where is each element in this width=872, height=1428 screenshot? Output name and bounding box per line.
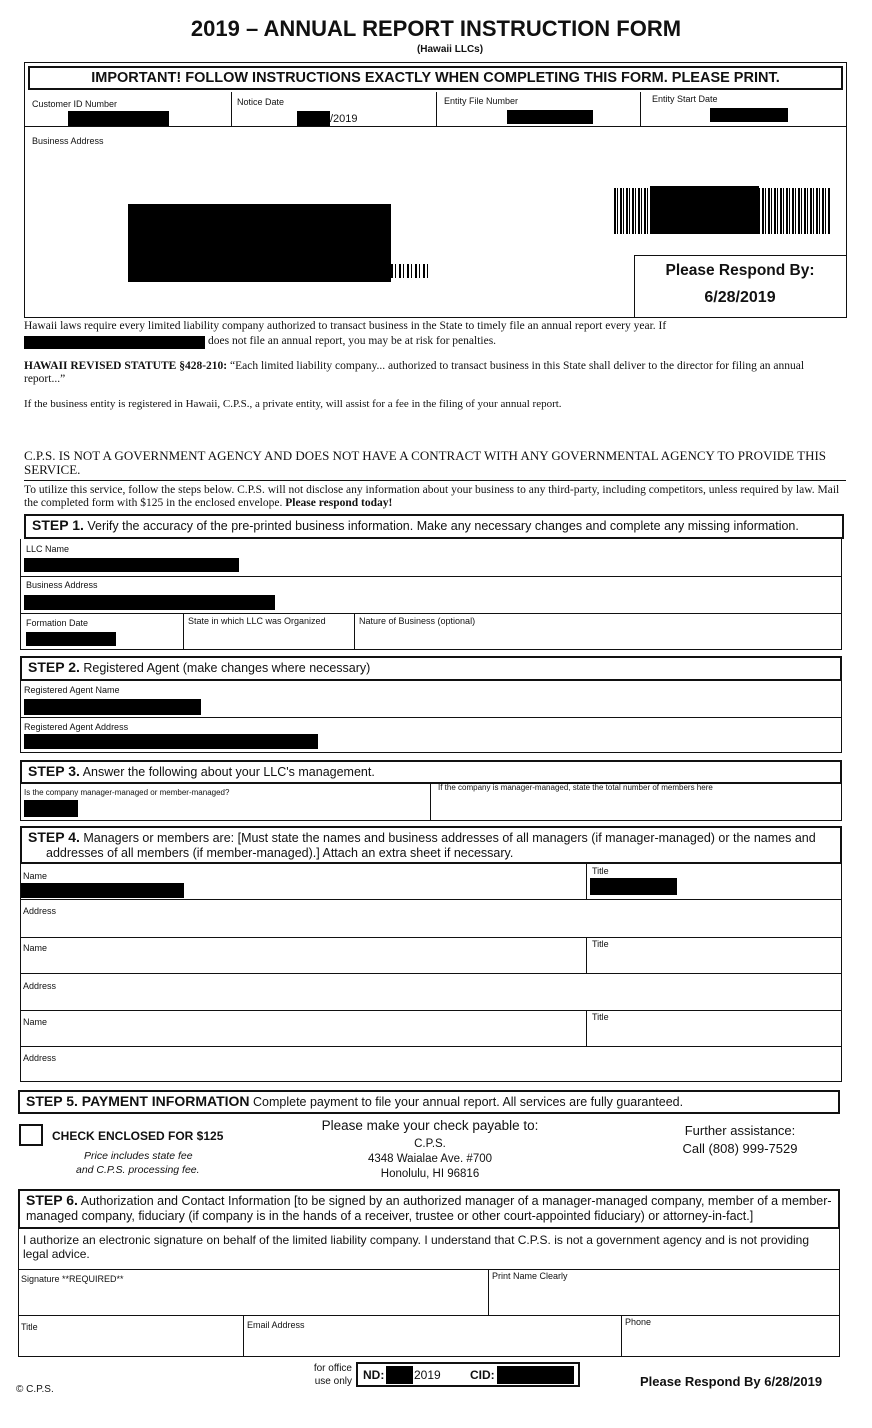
statute-paragraph bbox=[24, 360, 846, 386]
member2-address-label: Address bbox=[23, 981, 57, 991]
step2-header bbox=[20, 656, 842, 681]
barcode-right bbox=[759, 188, 831, 234]
llc-name-label: LLC Name bbox=[26, 544, 70, 554]
check-enclosed-checkbox[interactable] bbox=[19, 1124, 43, 1146]
notice-date-label: Notice Date bbox=[237, 97, 285, 107]
member-count-input[interactable] bbox=[434, 796, 840, 819]
phone-field[interactable] bbox=[623, 1330, 838, 1356]
nd-redaction bbox=[386, 1366, 413, 1384]
print-name-label: Print Name Clearly bbox=[492, 1271, 568, 1281]
member2-title-label: Title bbox=[592, 939, 609, 949]
member-count-label: If the company is manager-managed, state the total number of members here bbox=[438, 783, 713, 792]
member1-address-label: Address bbox=[23, 906, 57, 916]
step1-business-address-label: Business Address bbox=[26, 580, 98, 590]
step1-text: Verify the accuracy of the pre-printed business information. Make any necessary changes and complete any missing information. bbox=[87, 519, 799, 533]
step1-header bbox=[24, 514, 844, 539]
member1-name-redaction bbox=[21, 883, 184, 898]
notice-date-redaction bbox=[297, 111, 330, 126]
statute-label: HAWAII REVISED STATUTE §428-210: bbox=[24, 360, 228, 372]
nd-year: 2019 bbox=[414, 1368, 441, 1382]
payee-address-1: 4348 Waialae Ave. #700 bbox=[367, 1153, 493, 1165]
step5-heading: STEP 5. PAYMENT INFORMATION bbox=[26, 1093, 250, 1109]
agent-address-redaction bbox=[24, 734, 318, 749]
business-address-label: Business Address bbox=[32, 136, 104, 146]
phone-label: Phone bbox=[625, 1317, 652, 1327]
agent-name-label: Registered Agent Name bbox=[24, 685, 120, 695]
step1-heading: STEP 1. bbox=[32, 517, 84, 533]
step1-address-redaction bbox=[24, 595, 275, 610]
customer-id-redaction bbox=[68, 111, 169, 126]
office-use-2: use only bbox=[314, 1376, 352, 1387]
entity-file-redaction bbox=[507, 110, 593, 124]
payee-address-2: Honolulu, HI 96816 bbox=[380, 1168, 480, 1180]
step2-heading: STEP 2. bbox=[28, 659, 80, 675]
agent-address-label: Registered Agent Address bbox=[24, 722, 129, 732]
important-banner-text: IMPORTANT! FOLLOW INSTRUCTIONS EXACTLY WHEN COMPLETING THIS FORM. PLEASE PRINT. bbox=[91, 70, 780, 86]
email-label: Email Address bbox=[247, 1320, 305, 1330]
instructions-text: To utilize this service, follow the steps below. C.P.S. will not disclose any information about your business to any third-party, including competitors, unless required by law. Mail the completed form with $125 in the enclosed envelope. bbox=[24, 484, 840, 509]
postal-barcode bbox=[391, 264, 431, 278]
title-label: Title bbox=[21, 1322, 38, 1332]
statute-text: “Each limited liability company... authorized to transact business in this State shall deliver to the director for filing an annual report...” bbox=[24, 360, 805, 385]
respond-by-label: Please Respond By: bbox=[665, 262, 815, 279]
cid-redaction bbox=[497, 1366, 574, 1384]
step4-heading: STEP 4. bbox=[28, 829, 80, 845]
office-use-1: for office bbox=[313, 1363, 352, 1374]
business-address-redaction bbox=[128, 204, 391, 282]
entity-file-label: Entity File Number bbox=[444, 96, 519, 106]
footer-respond-by: Please Respond By 6/28/2019 bbox=[640, 1374, 823, 1389]
price-note-1: Price includes state fee bbox=[84, 1150, 193, 1162]
step3-header bbox=[20, 760, 842, 784]
notice-date-value: /2019 bbox=[330, 113, 358, 125]
assistance-label: Further assistance: bbox=[684, 1123, 796, 1138]
page-title: 2019 – ANNUAL REPORT INSTRUCTION FORM bbox=[190, 16, 682, 41]
member3-name-label: Name bbox=[23, 1017, 48, 1027]
member3-title-label: Title bbox=[592, 1012, 609, 1022]
print-name-field[interactable] bbox=[490, 1284, 838, 1314]
step6-heading: STEP 6. bbox=[26, 1192, 78, 1208]
management-answer-redaction bbox=[24, 800, 78, 817]
disclaimer-paragraph: C.P.S. IS NOT A GOVERNMENT AGENCY AND DOES NOT HAVE A CONTRACT WITH ANY GOVERNMENTAL AGENCY TO PROVIDE THIS SERVICE. bbox=[24, 448, 827, 477]
formation-date-redaction bbox=[26, 632, 116, 646]
intro-paragraph-2: does not file an annual report, you may be at risk for penalties. bbox=[208, 335, 497, 347]
intro-paragraph bbox=[24, 320, 846, 333]
llc-name-redaction bbox=[24, 558, 239, 572]
step6-text: Authorization and Contact Information [to be signed by an authorized manager of a manager-managed company, member of a member-managed company, fiduciary (if company is in the hands of a receiver, trustee or other court-appointed fiduciary) or attorney-in-fact.] bbox=[26, 1194, 832, 1223]
respond-today: Please respond today! bbox=[285, 497, 393, 509]
entity-start-label: Entity Start Date bbox=[652, 94, 718, 104]
step5-header bbox=[18, 1090, 840, 1114]
member1-title-redaction bbox=[590, 878, 677, 895]
barcode-left bbox=[614, 188, 650, 234]
state-organized-label: State in which LLC was Organized bbox=[188, 616, 326, 626]
nd-label: ND: bbox=[363, 1368, 385, 1382]
signature-field[interactable] bbox=[20, 1284, 486, 1314]
payable-label: Please make your check payable to: bbox=[321, 1118, 539, 1133]
member3-address-label: Address bbox=[23, 1053, 57, 1063]
barcode-redaction bbox=[650, 186, 759, 234]
management-question-label: Is the company manager-managed or member-managed? bbox=[24, 788, 230, 797]
entity-name-redaction bbox=[24, 336, 205, 349]
step3-heading: STEP 3. bbox=[28, 763, 80, 779]
payee-name: C.P.S. bbox=[414, 1138, 446, 1150]
copyright: © C.P.S. bbox=[16, 1384, 54, 1395]
respond-by-date: 6/28/2019 bbox=[704, 289, 776, 306]
member1-title-label: Title bbox=[592, 866, 609, 876]
signature-label: Signature **REQUIRED** bbox=[21, 1274, 124, 1284]
state-organized-input[interactable] bbox=[185, 628, 352, 648]
instructions-paragraph bbox=[24, 484, 846, 510]
email-field[interactable] bbox=[245, 1332, 619, 1356]
important-banner bbox=[28, 66, 843, 90]
formation-date-label: Formation Date bbox=[26, 618, 89, 628]
assistance-phone: Call (808) 999-7529 bbox=[682, 1141, 798, 1156]
cps-assist-paragraph: If the business entity is registered in Hawaii, C.P.S., a private entity, will assist for a fee in the filing of your annual report. bbox=[24, 398, 562, 410]
agent-name-redaction bbox=[24, 699, 201, 715]
step3-text: Answer the following about your LLC's management. bbox=[82, 765, 375, 779]
customer-id-label: Customer ID Number bbox=[32, 99, 118, 109]
nature-of-business-input[interactable] bbox=[356, 628, 840, 648]
title-field[interactable] bbox=[20, 1334, 240, 1356]
cid-label: CID: bbox=[470, 1368, 495, 1382]
page-subtitle: (Hawaii LLCs) bbox=[416, 44, 484, 55]
nature-label: Nature of Business (optional) bbox=[359, 616, 476, 626]
check-enclosed-label: CHECK ENCLOSED FOR $125 bbox=[52, 1129, 224, 1143]
step6-header bbox=[18, 1189, 840, 1229]
member1-name-label: Name bbox=[23, 871, 48, 881]
step2-text: Registered Agent (make changes where necessary) bbox=[83, 661, 371, 675]
member2-name-label: Name bbox=[23, 943, 48, 953]
price-note-2: and C.P.S. processing fee. bbox=[76, 1164, 200, 1176]
step5-text: Complete payment to file your annual report. All services are fully guaranteed. bbox=[253, 1095, 684, 1109]
entity-start-redaction bbox=[710, 108, 788, 122]
authorize-text: I authorize an electronic signature on behalf of the limited liability company. I understand that C.P.S. is not a government agency and is not providing legal advice. bbox=[23, 1233, 810, 1261]
step4-text: Managers or members are: [Must state the names and business addresses of all managers (if manager-managed) or the names and addresses of all members (if member-managed).] Attach an extra sheet if necessary. bbox=[46, 831, 816, 860]
step4-header bbox=[20, 826, 842, 864]
intro-text-1: Hawaii laws require every limited liability company authorized to transact business in the State to timely file an annual report every year. If bbox=[24, 320, 667, 332]
